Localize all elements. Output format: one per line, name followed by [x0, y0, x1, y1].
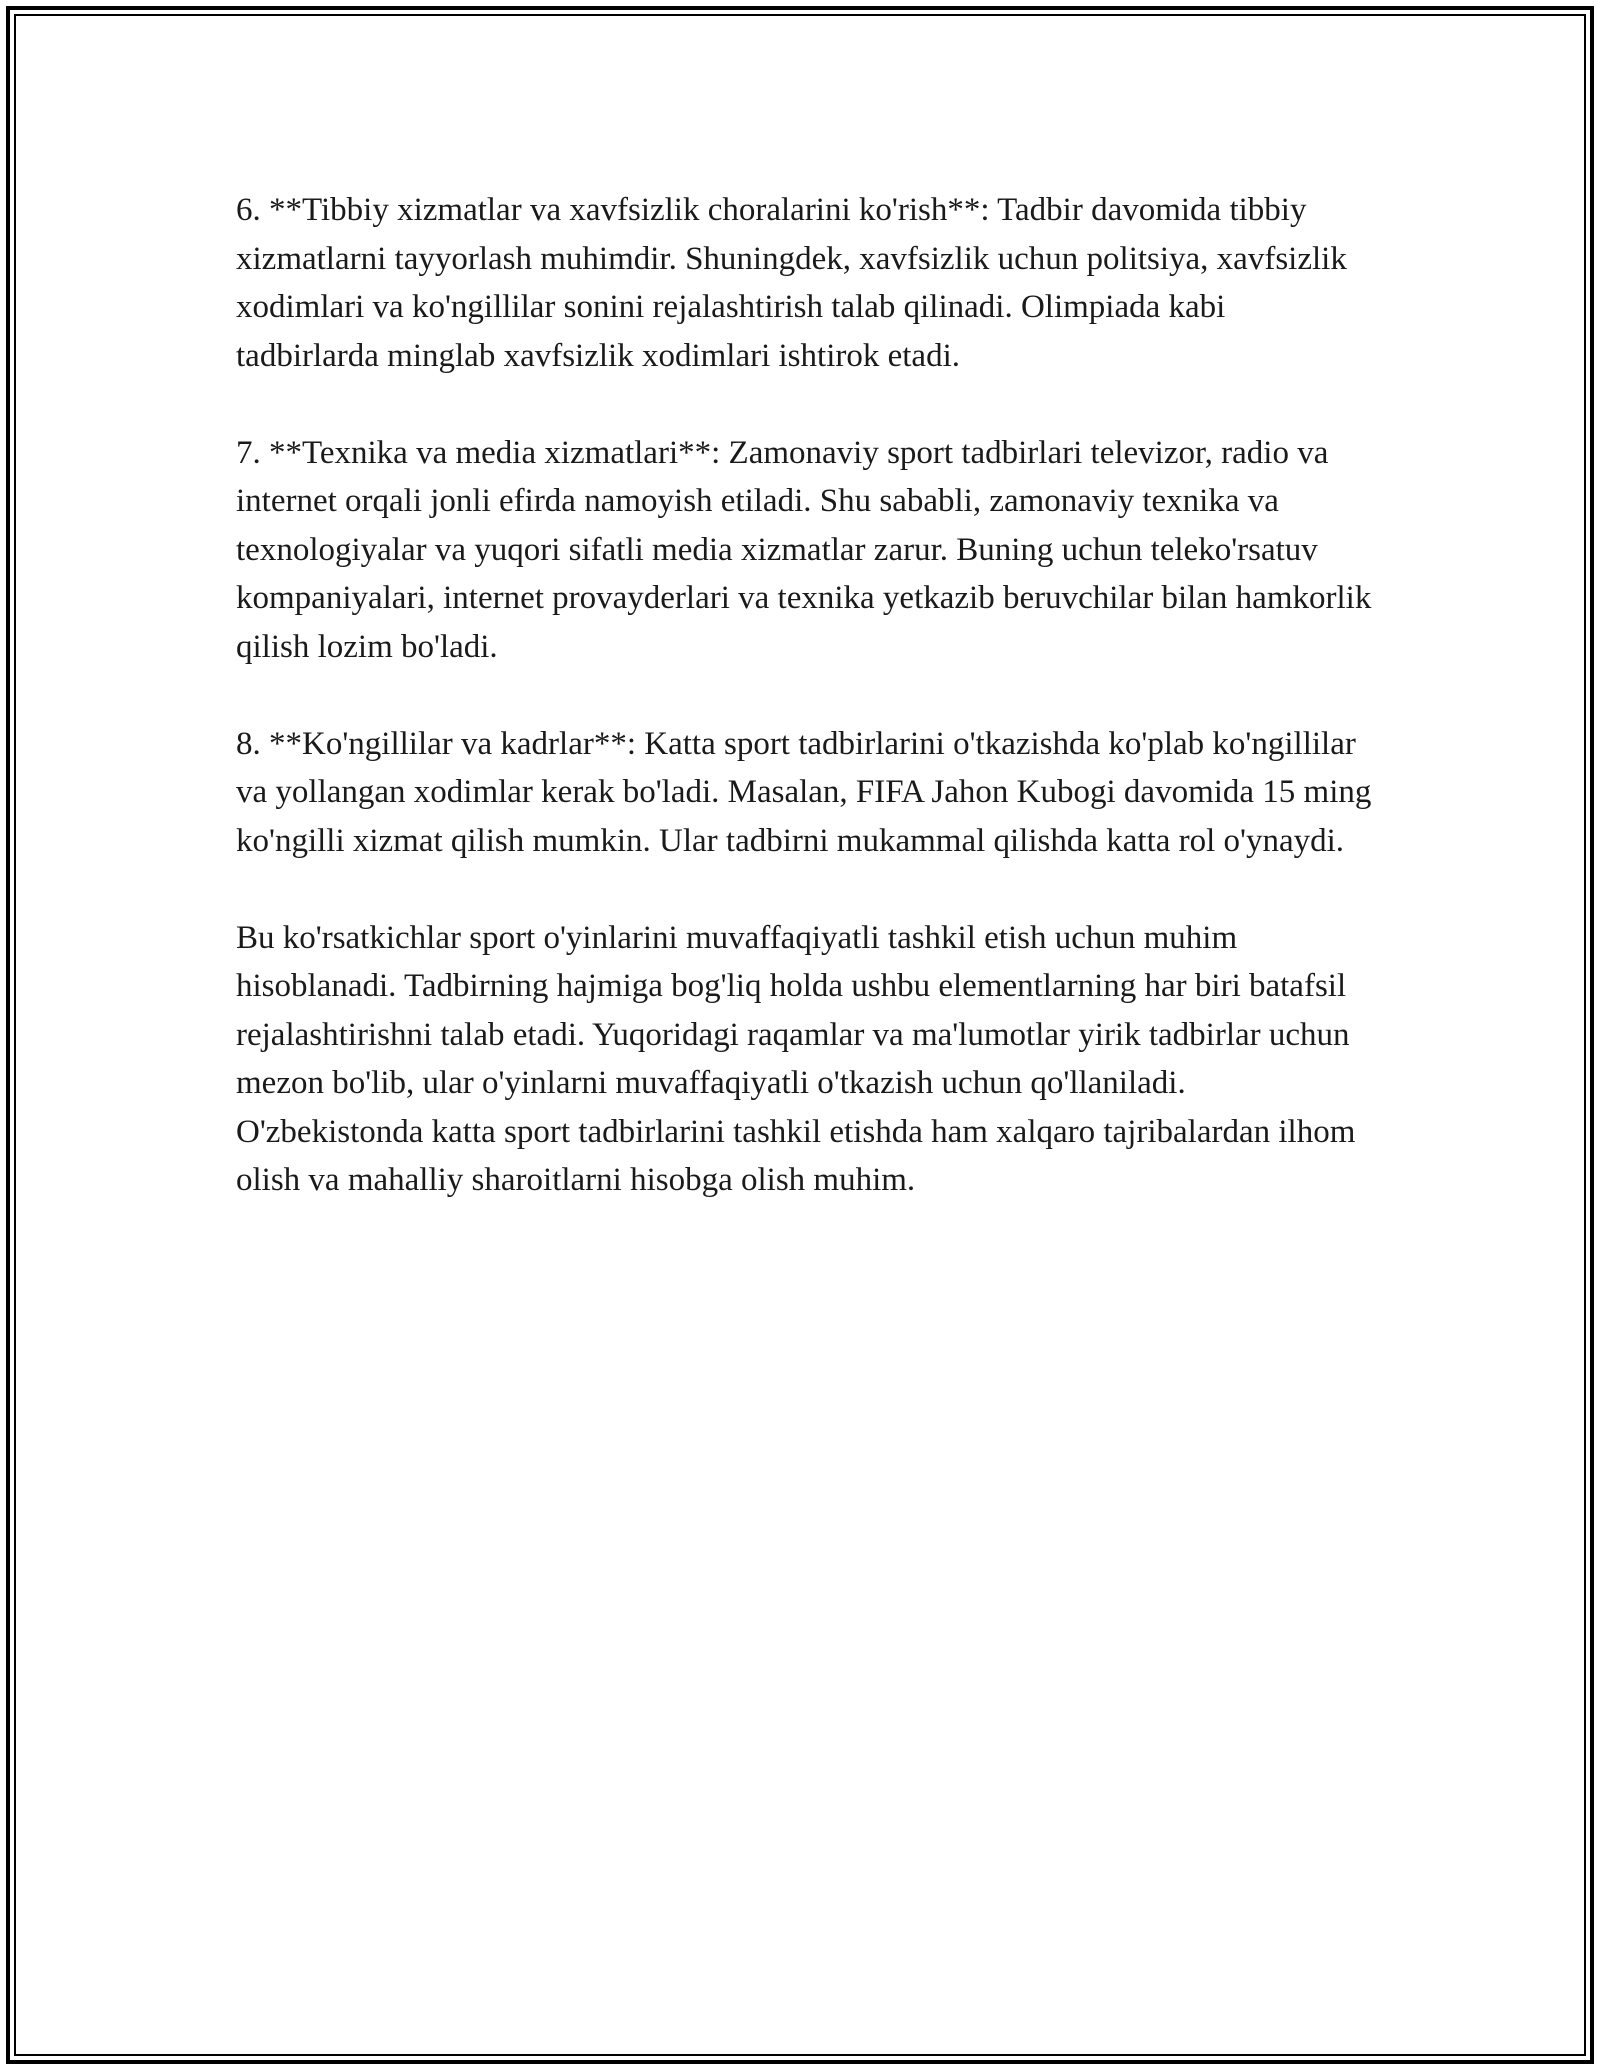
- document-body: [236, 186, 1376, 1253]
- paragraph-item-7: 7. **Texnika va media xizmatlari**: Zamonaviy sport tadbirlari televizor, radio va internet orqali jonli efirda namoyish etiladi. Shu sababli, zamonaviy texnika va texnologiyalar va yuqori sifatli media xizmatlar zarur. Buning uchun teleko'rsatuv kompaniyalari, internet provayderlari va texnika yetkazib beruvchilar bilan hamkorlik qilish lozim bo'ladi.: [236, 434, 1372, 665]
- paragraph-conclusion: Bu ko'rsatkichlar sport o'yinlarini muvaffaqiyatli tashkil etish uchun muhim hisoblanadi. Tadbirning hajmiga bog'liq holda ushbu elementlarning har biri batafsil rejalashtirishni talab etadi. Yuqoridagi raqamlar va ma'lumotlar yirik tadbirlar uchun mezon bo'lib, ular o'yinlarni muvaffaqiyatli o'tkazish uchun qo'llaniladi. O'zbekistonda katta sport tadbirlarini tashkil etishda ham xalqaro tajribalardan ilhom olish va mahalliy sharoitlarni hisobga olish muhim.: [236, 919, 1356, 1198]
- paragraph-item-8: 8. **Ko'ngillilar va kadrlar**: Katta sport tadbirlarini o'tkazishda ko'plab ko'ngillilar va yollangan xodimlar kerak bo'ladi. Masalan, FIFA Jahon Kubogi davomida 15 ming ko'ngilli xizmat qilish mumkin. Ular tadbirni mukammal qilishda katta rol o'ynaydi.: [236, 725, 1372, 859]
- paragraph-item-6: 6. **Tibbiy xizmatlar va xavfsizlik choralarini ko'rish**: Tadbir davomida tibbiy xizmatlarni tayyorlash muhimdir. Shuningdek, xavfsizlik uchun politsiya, xavfsizlik xodimlari va ko'ngillilar sonini rejalashtirish talab qilinadi. Olimpiada kabi tadbirlarda minglab xavfsizlik xodimlari ishtirok etadi.: [236, 192, 1347, 374]
